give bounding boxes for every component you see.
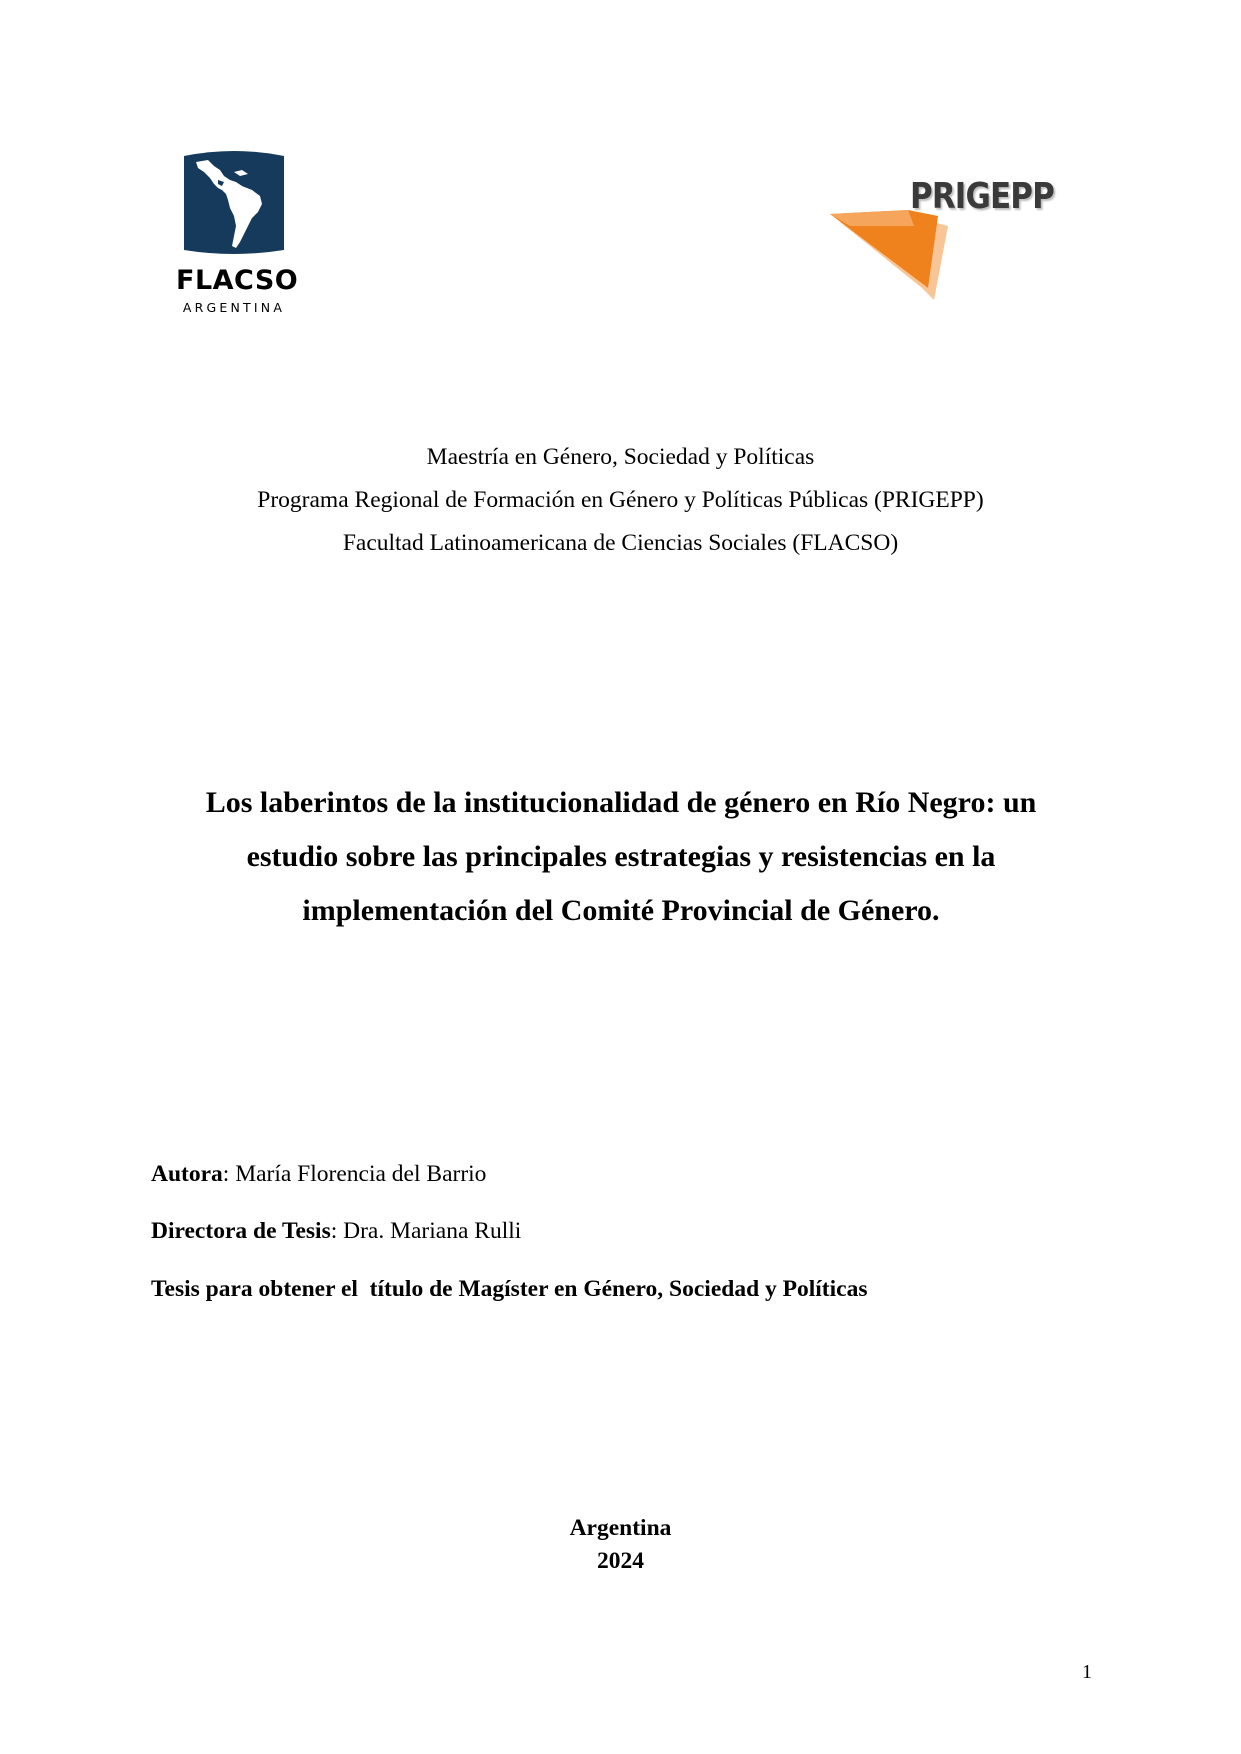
degree-statement: Tesis para obtener el título de Magíster en Género, Sociedad y Políticas	[151, 1276, 868, 1302]
flacso-logo	[176, 150, 299, 320]
flacso-logo-country: ARGENTINA	[182, 300, 286, 315]
director-label: Directora de Tesis	[151, 1218, 331, 1244]
author-line	[151, 1160, 1131, 1188]
director-name: : Dra. Mariana Rulli	[330, 1218, 522, 1244]
regional-program-name: Programa Regional de Formación en Género y Políticas Públicas (PRIGEPP)	[257, 487, 984, 513]
flacso-logo-name: FLACSO	[176, 265, 299, 296]
director-line	[151, 1217, 1131, 1245]
thesis-title-line: estudio sobre las principales estrategias y resistencias en la	[246, 840, 996, 873]
faculty-name: Facultad Latinoamericana de Ciencias Sociales (FLACSO)	[342, 530, 899, 556]
year: 2024	[597, 1548, 644, 1574]
author-label: Autora	[151, 1161, 223, 1187]
author-name: : María Florencia del Barrio	[222, 1161, 487, 1187]
thesis-title-line: Los laberintos de la institucionalidad de género en Río Negro: un	[205, 786, 1037, 819]
thesis-title	[176, 776, 1066, 938]
program-name: Maestría en Género, Sociedad y Políticas	[426, 444, 815, 470]
page-number: 1	[1082, 1661, 1092, 1683]
flacso-emblem-icon	[178, 150, 290, 254]
place: Argentina	[569, 1515, 672, 1541]
thesis-title-line: implementación del Comité Provincial de Género.	[302, 894, 940, 927]
prigepp-logo	[826, 176, 1058, 306]
prigepp-logo-name: PRIGEPP	[910, 176, 1054, 217]
